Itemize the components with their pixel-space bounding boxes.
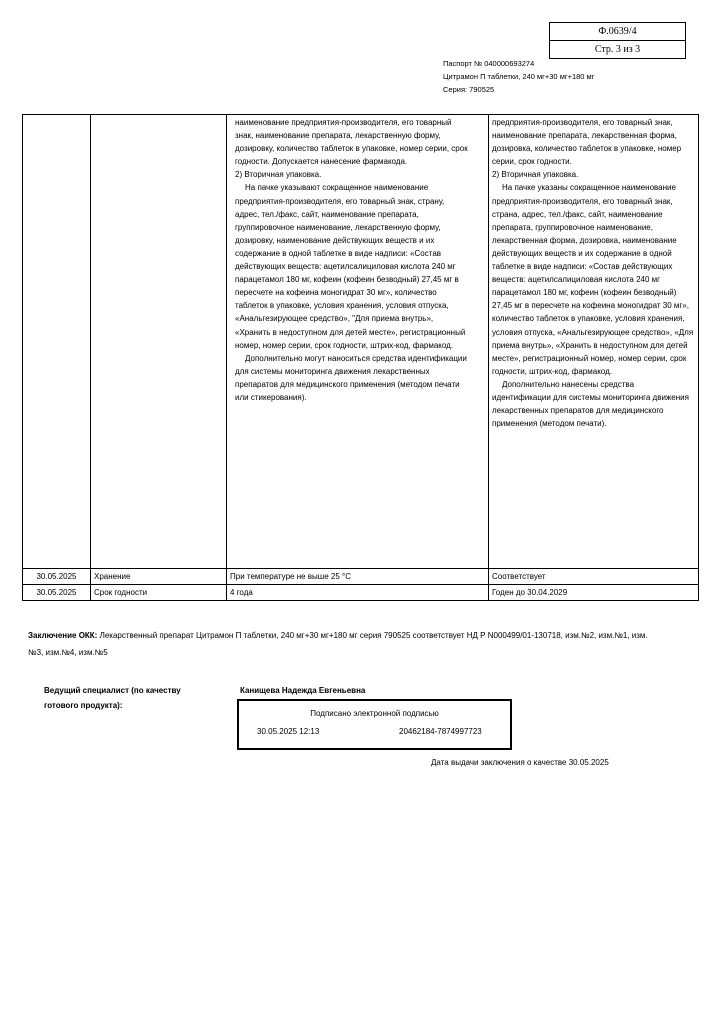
series-number: Серия: 790525 bbox=[443, 85, 495, 94]
res-paragraph-4: Дополнительно нанесены средства идентификации для системы мониторинга движения лекарственных препаратов для медицинского применения (методом печати). bbox=[492, 379, 689, 429]
form-code-box bbox=[549, 22, 686, 59]
conclusion-text: Лекарственный препарат Цитрамон П таблетки, 240 мг+30 мг+180 мг серия 790525 соответствует НД Р N000499/01-130718, изм.№2, изм.№1, изм.№3, изм.№4, изм.№5 bbox=[28, 631, 648, 657]
form-code: Ф.0639/4 bbox=[598, 26, 637, 37]
result-cell bbox=[489, 115, 699, 569]
param-cell: Срок годности bbox=[91, 585, 227, 601]
param-cell bbox=[91, 115, 227, 569]
specialist-role-line-1: Ведущий специалист (по качеству bbox=[44, 686, 181, 695]
stamp-number: 20462184-7874997723 bbox=[399, 727, 482, 736]
param-cell: Хранение bbox=[91, 569, 227, 585]
table-row bbox=[23, 585, 699, 601]
requirement-cell: При температуре не выше 25 °С bbox=[227, 569, 489, 585]
quality-table bbox=[22, 114, 699, 601]
electronic-signature-stamp bbox=[237, 699, 512, 750]
req-paragraph-4: Дополнительно могут наноситься средства идентификации для системы мониторинга движения лекарственных препаратов для медицинского применения (методом печати или стикерования). bbox=[235, 353, 467, 402]
res-paragraph-1: предприятия-производителя, его товарный знак, наименование препарата, лекарственная форма, дозировка, количество таблеток в упаковке, номер серии, срок годности. bbox=[492, 118, 682, 167]
result-cell: Соответствует bbox=[489, 569, 699, 585]
req-paragraph-1: наименование предприятия-производителя, его товарный знак, наименование препарата, лекарственную форму, дозировку, количество таблеток в упаковке, номер серии, срок годности. Допускается нанесение фармакода. bbox=[235, 118, 468, 167]
date-cell: 30.05.2025 bbox=[23, 569, 91, 585]
stamp-title: Подписано электронной подписью bbox=[310, 709, 439, 718]
date-cell: 30.05.2025 bbox=[23, 585, 91, 601]
conclusion-label: Заключение ОКК: bbox=[28, 631, 98, 640]
issue-date: Дата выдачи заключения о качестве 30.05.2025 bbox=[431, 758, 609, 767]
product-name: Цитрамон П таблетки, 240 мг+30 мг+180 мг bbox=[443, 72, 595, 81]
specialist-role bbox=[44, 683, 181, 713]
result-cell: Годен до 30.04.2029 bbox=[489, 585, 699, 601]
specialist-name: Канищева Надежда Евгеньевна bbox=[240, 686, 366, 695]
stamp-datetime: 30.05.2025 12:13 bbox=[257, 727, 320, 736]
specialist-role-line-2: готового продукта): bbox=[44, 701, 123, 710]
qc-conclusion bbox=[28, 627, 648, 661]
req-paragraph-2: 2) Вторичная упаковка. bbox=[235, 170, 322, 180]
requirement-cell bbox=[227, 115, 489, 569]
table-row bbox=[23, 569, 699, 585]
passport-header bbox=[443, 57, 594, 96]
req-paragraph-3: На пачке указывают сокращенное наименование предприятия-производителя, его товарный знак, страну, адрес, тел./факс, сайт, наименование препарата, группировочное наименование, лекарственную форму, дозировку, наименование действующих веществ и их содержание в одной таблетке в виде надписи: «Состав действующих веществ: ацетилсалициловая кислота 240 мг парацетамол 180 мг, кофеин (кофеин безводный) 27,45 мг в пересчете на кофеина моногидрат 30 мг», количество таблеток в упаковке, условия хранения, условия отпуска, «Анальгезирующее средство», "Для приема внутрь», «Хранить в недоступном для детей месте», регистрационный номер, номер серии, срок годности, штрих-код, фармакод. bbox=[235, 183, 466, 350]
res-paragraph-3: На пачке указаны сокращенное наименование предприятия-производителя, его товарный знак, страна, адрес, тел./факс, сайт, наименование препарата, группировочное наименование, лекарственная форма, дозировка, наименование действующих веществ и их содержание в одной таблетке в виде надписи: «Состав действующих веществ: ацетилсалициловая кислота 240 мг парацетамол 180 мг, кофеин (кофеин безводный) 27,45 мг в пересчете на кофеина моногидрат 30 мг», количество таблеток в упаковке, условия хранения, условия отпуска, «Анальгезирующее средство», «Для приема внутрь», «Хранить в недоступном для детей месте», регистрационный номер, номер серии, срок годности, штрих-код, фармакод. bbox=[492, 183, 694, 376]
requirement-cell: 4 года bbox=[227, 585, 489, 601]
passport-number: Паспорт № 040000693274 bbox=[443, 59, 535, 68]
res-paragraph-2: 2) Вторичная упаковка. bbox=[492, 170, 579, 180]
page-number: Стр. 3 из 3 bbox=[550, 40, 685, 58]
table-row bbox=[23, 115, 699, 569]
date-cell bbox=[23, 115, 91, 569]
